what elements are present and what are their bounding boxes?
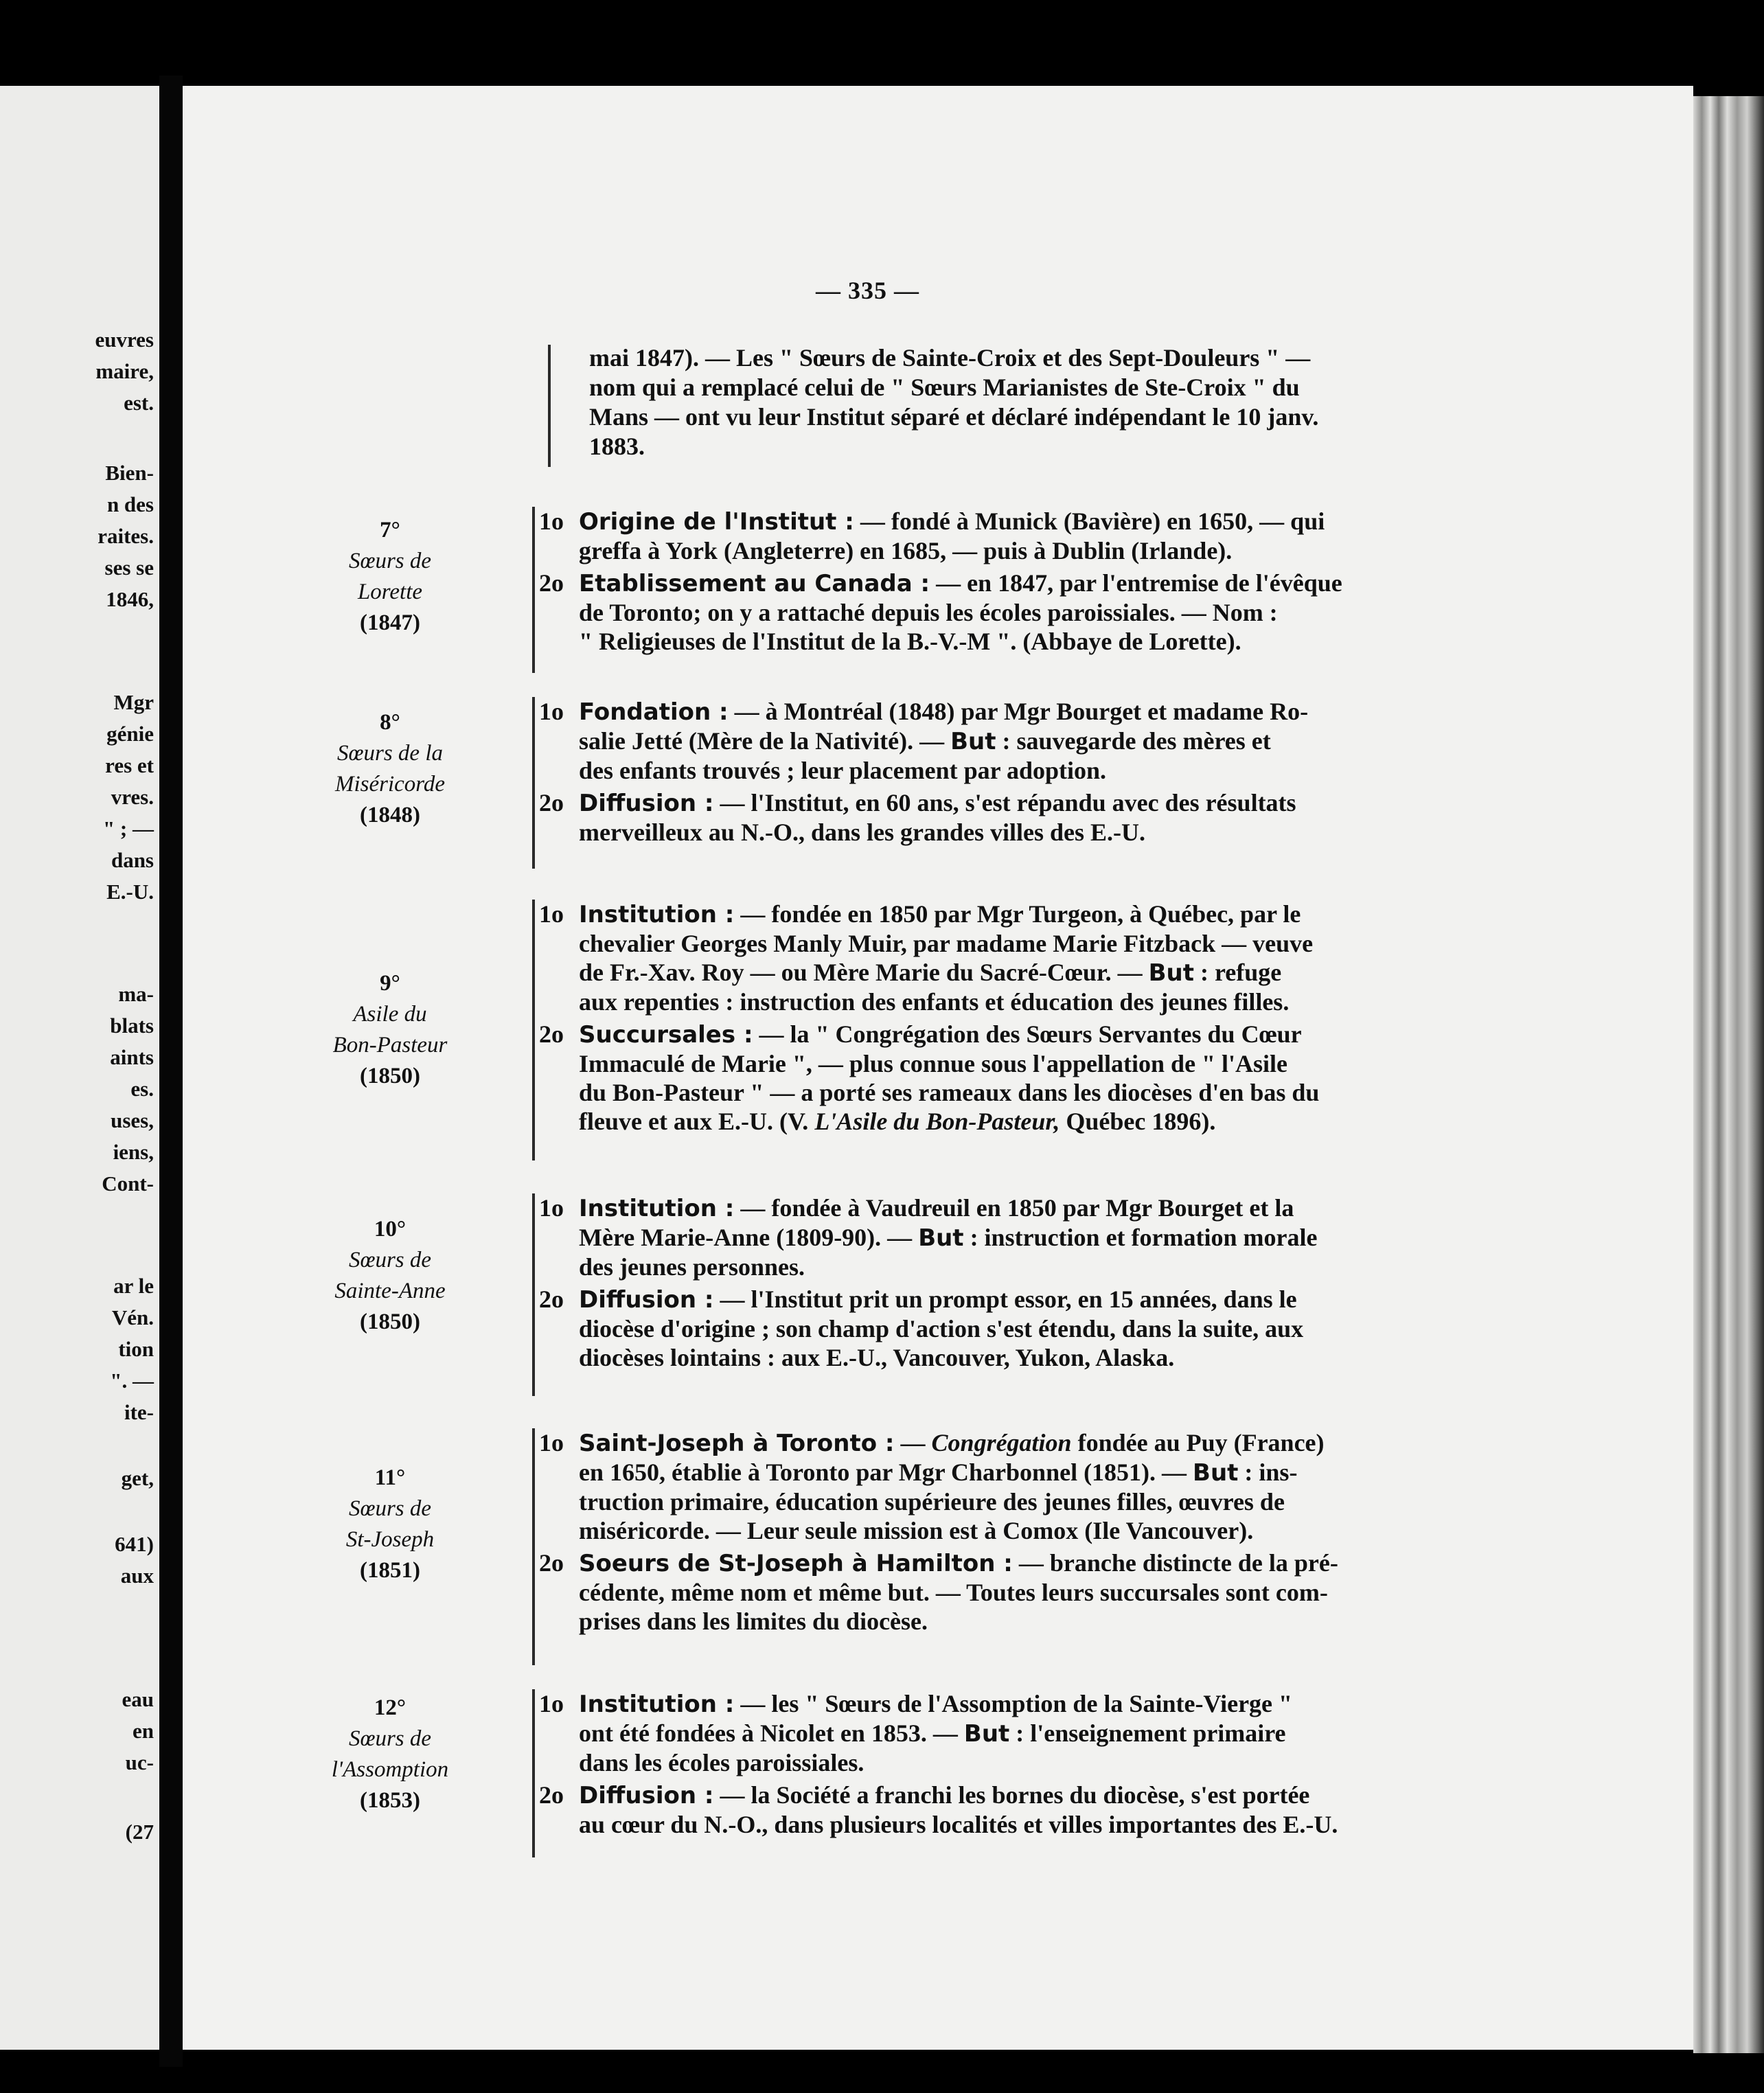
entry-label-9 [287,968,493,1092]
left-page-line: res et [105,753,154,777]
entry-block-8 [532,697,1476,850]
item-marker: 1o [539,1194,564,1222]
left-page-line: uses, [111,1108,154,1132]
item-text: miséricorde. — Leur seule mission est à Comox (Ile Vancouver). [579,1517,1254,1544]
item-marker: 1o [539,698,564,725]
entry-name-line: Miséricorde [334,772,446,797]
item-heading: Diffusion : [579,790,714,817]
item-text: : ins- [1244,1459,1298,1486]
left-page-line: 641) [115,1532,154,1556]
item-heading: Institution : [579,901,735,928]
entry-name-line: Bon-Pasteur [332,1033,448,1057]
item-text: — en 1847, par l'entremise de l'évêque [936,569,1342,597]
left-page-line: en [133,1719,154,1743]
item-marker: 2o [539,1020,564,1048]
item-text: " Religieuses de l'Institut de la B.-V.-M ". (Abbaye de Lorette). [579,628,1241,655]
left-page-line: es. [130,1077,154,1101]
entry-label-7 [287,515,493,639]
entry-label-11 [287,1463,493,1586]
left-page-line: maire, [95,359,154,383]
entry-item [532,900,1476,1016]
item-marker: 2o [539,789,564,816]
item-text: — les " Sœurs de l'Assomption de la Sainte-Vierge " [740,1690,1293,1717]
item-text: : l'enseignement primaire [1016,1719,1286,1747]
left-page-line: ar le [113,1274,154,1298]
entry-item [532,1285,1476,1372]
left-page-line: vres. [111,785,154,809]
item-marker: 2o [539,1285,564,1313]
entry-block-7 [532,507,1476,659]
left-page-line: est. [124,391,154,415]
left-page-line: (27 [125,1820,154,1844]
but-label: But [1148,959,1194,987]
item-text: — fondée à Vaudreuil en 1850 par Mgr Bourget et la [740,1194,1294,1222]
item-text: : instruction et formation morale [970,1224,1318,1251]
item-text: Québec 1896). [1066,1108,1216,1135]
page-edge-stack [1693,96,1764,2053]
entry-name-line: Sœurs de [348,1248,432,1272]
item-text: dans les écoles paroissiales. [579,1749,864,1776]
but-label: But [918,1224,964,1252]
item-heading: Diffusion : [579,1286,714,1314]
continuation-line: Mans — ont vu leur Institut séparé et déclaré indépendant le 10 janv. [589,403,1319,431]
entry-number: 8° [380,710,400,735]
item-heading: Origine de l'Institut : [579,508,854,536]
entry-item [532,507,1476,565]
entry-block-9 [532,900,1476,1139]
entry-item [532,1428,1476,1545]
entry-name-line: Sœurs de [348,549,432,573]
item-text: cédente, même nom et même but. — Toutes leurs succursales sont com- [579,1579,1328,1606]
item-marker: 2o [539,569,564,597]
entry-block-11 [532,1428,1476,1639]
item-heading: Institution : [579,1195,735,1222]
book-title: L'Asile du Bon-Pasteur, [814,1108,1060,1135]
entry-number: 11° [374,1465,406,1490]
item-text: — la " Congrégation des Sœurs Servantes du Cœur [759,1020,1302,1048]
entry-year: (1850) [360,1064,420,1088]
entry-number: 12° [374,1695,406,1720]
item-heading: Institution : [579,1691,735,1718]
entry-number: 9° [380,971,400,996]
entry-number: 10° [374,1217,406,1242]
entry-name-line: St-Joseph [345,1527,435,1552]
left-page-line: iens, [113,1140,154,1164]
continuation-line: mai 1847). — Les " Sœurs de Sainte-Croix et des Sept-Douleurs " — [589,344,1311,371]
item-marker: 2o [539,1549,564,1577]
item-text: des enfants trouvés ; leur placement par adoption. [579,757,1107,784]
item-text: — fondée en 1850 par Mgr Turgeon, à Québec, par le [740,900,1301,928]
entry-name-line: Lorette [357,580,423,604]
item-text: — à Montréal (1848) par Mgr Bourget et madame Ro- [734,698,1309,725]
item-heading: Diffusion : [579,1782,714,1809]
left-page-line: aints [110,1045,154,1069]
entry-name-line: l'Assomption [331,1757,449,1782]
item-text: greffa à York (Angleterre) en 1685, — puis à Dublin (Irlande). [579,537,1233,564]
item-text: — branche distincte de la pré- [1018,1549,1338,1577]
but-label: But [1193,1459,1239,1487]
entry-item [532,569,1476,656]
entry-year: (1847) [360,610,420,635]
item-text: de Fr.-Xav. Roy — ou Mère Marie du Sacré-Cœur. — [579,959,1143,986]
item-text: des jeunes personnes. [579,1253,805,1281]
item-marker: 1o [539,900,564,928]
item-text: — l'Institut prit un prompt essor, en 15 années, dans le [720,1285,1297,1313]
left-page-line: ses se [104,556,154,580]
entry-block-12 [532,1689,1476,1842]
left-page-line: get, [121,1466,154,1490]
item-text: : refuge [1200,959,1282,986]
but-label: But [950,728,996,755]
item-text: — la Société a franchi les bornes du diocèse, s'est portée [720,1781,1310,1809]
left-page-line: eau [122,1687,154,1711]
item-marker: 2o [539,1781,564,1809]
left-page-line: uc- [125,1750,154,1774]
item-marker: 1o [539,1690,564,1717]
item-text: truction primaire, éducation supérieure des jeunes filles, œuvres de [579,1488,1285,1516]
left-page-line: E.-U. [106,880,154,904]
item-text: ont été fondées à Nicolet en 1853. — [579,1719,958,1747]
entry-name-line: Asile du [353,1002,427,1027]
entry-label-12 [287,1693,493,1816]
entry-name-line: Sainte-Anne [334,1279,446,1303]
item-text: au cœur du N.-O., dans plusieurs localités et villes importantes des E.-U. [579,1811,1338,1838]
item-text: du Bon-Pasteur " — a porté ses rameaux dans les diocèses d'en bas du [579,1079,1320,1106]
item-marker: 1o [539,507,564,535]
item-heading: Soeurs de St-Joseph à Hamilton : [579,1550,1013,1577]
left-page-line: Cont- [102,1171,154,1196]
item-text: chevalier Georges Manly Muir, par madame Marie Fitzback — veuve [579,930,1314,957]
left-page-line: euvres [95,328,154,352]
entry-label-10 [287,1214,493,1338]
bracket-line [548,345,551,467]
entry-year: (1853) [360,1788,420,1813]
continuation-line: nom qui a remplacé celui de " Sœurs Marianistes de Ste-Croix " du [589,374,1300,401]
entry-year: (1848) [360,803,420,827]
item-text: diocèse d'origine ; son champ d'action s'est étendu, dans la suite, aux [579,1315,1304,1342]
item-text: — l'Institut, en 60 ans, s'est répandu avec des résultats [720,789,1296,816]
item-text: : sauvegarde des mères et [1002,727,1271,755]
left-page-line: dans [111,848,154,872]
entry-label-8 [287,707,493,831]
left-page-line: ma- [118,982,154,1006]
item-text: salie Jetté (Mère de la Nativité). — [579,727,945,755]
entry-name-line: Sœurs de [348,1496,432,1521]
left-page-line: Bien- [105,461,154,485]
item-text: fondée au Puy (France) [1077,1429,1325,1456]
left-page-line: n des [106,492,154,516]
item-heading: Etablissement au Canada : [579,570,930,597]
entry-number: 7° [380,518,400,542]
page-number: — 335 — [816,277,919,304]
but-label: But [963,1720,1010,1748]
left-page-line: " ; — [102,816,154,840]
entry-year: (1851) [360,1558,420,1583]
entry-item [532,697,1476,785]
item-text: de Toronto; on y a rattaché depuis les écoles paroissiales. — Nom : [579,599,1278,626]
congregation-word: Congrégation [931,1429,1072,1456]
item-text: aux repenties : instruction des enfants et éducation des jeunes filles. [579,988,1290,1016]
item-text: — fondé à Munick (Bavière) en 1650, — qui [860,507,1325,535]
item-text: merveilleux au N.-O., dans les grandes villes des E.-U. [579,819,1145,846]
item-text: fleuve et aux E.-U. (V. [579,1108,809,1135]
continuation-paragraph [589,343,1475,461]
entry-item [532,1020,1476,1136]
item-text: prises dans les limites du diocèse. [579,1608,928,1635]
left-page-line: ". — [110,1369,154,1393]
item-heading: Fondation : [579,698,729,726]
item-heading: Succursales : [579,1021,753,1049]
item-text: Immaculé de Marie ", — plus connue sous l'appellation de " l'Asile [579,1050,1288,1077]
left-page-line: blats [110,1014,154,1038]
continuation-line: 1883. [589,433,645,460]
left-page-line: 1846, [106,587,154,611]
item-text: — [900,1429,926,1456]
entry-block-10 [532,1193,1476,1375]
entry-item [532,788,1476,847]
entry-name-line: Sœurs de [348,1726,432,1751]
item-text: Mère Marie-Anne (1809-90). — [579,1224,913,1251]
left-page-line: génie [106,722,154,746]
left-page-line: raites. [98,524,154,548]
left-page-line: Vén. [111,1305,154,1329]
left-page-fragment [0,86,159,2050]
item-text: en 1650, établie à Toronto par Mgr Charbonnel (1851). — [579,1459,1187,1486]
left-page-line: aux [120,1564,154,1588]
entry-item [532,1548,1476,1636]
left-page-line: Mgr [113,690,154,714]
left-page-line: ite- [124,1400,154,1424]
item-marker: 1o [539,1429,564,1456]
left-page-line: tion [118,1337,154,1361]
entry-item [532,1193,1476,1281]
entry-name-line: Sœurs de la [336,741,443,766]
entry-item [532,1689,1476,1777]
entry-item [532,1781,1476,1839]
book-spine-gutter [159,76,183,2067]
item-text: diocèses lointains : aux E.-U., Vancouver, Yukon, Alaska. [579,1344,1175,1371]
entry-year: (1850) [360,1309,420,1334]
item-heading: Saint-Joseph à Toronto : [579,1430,895,1457]
